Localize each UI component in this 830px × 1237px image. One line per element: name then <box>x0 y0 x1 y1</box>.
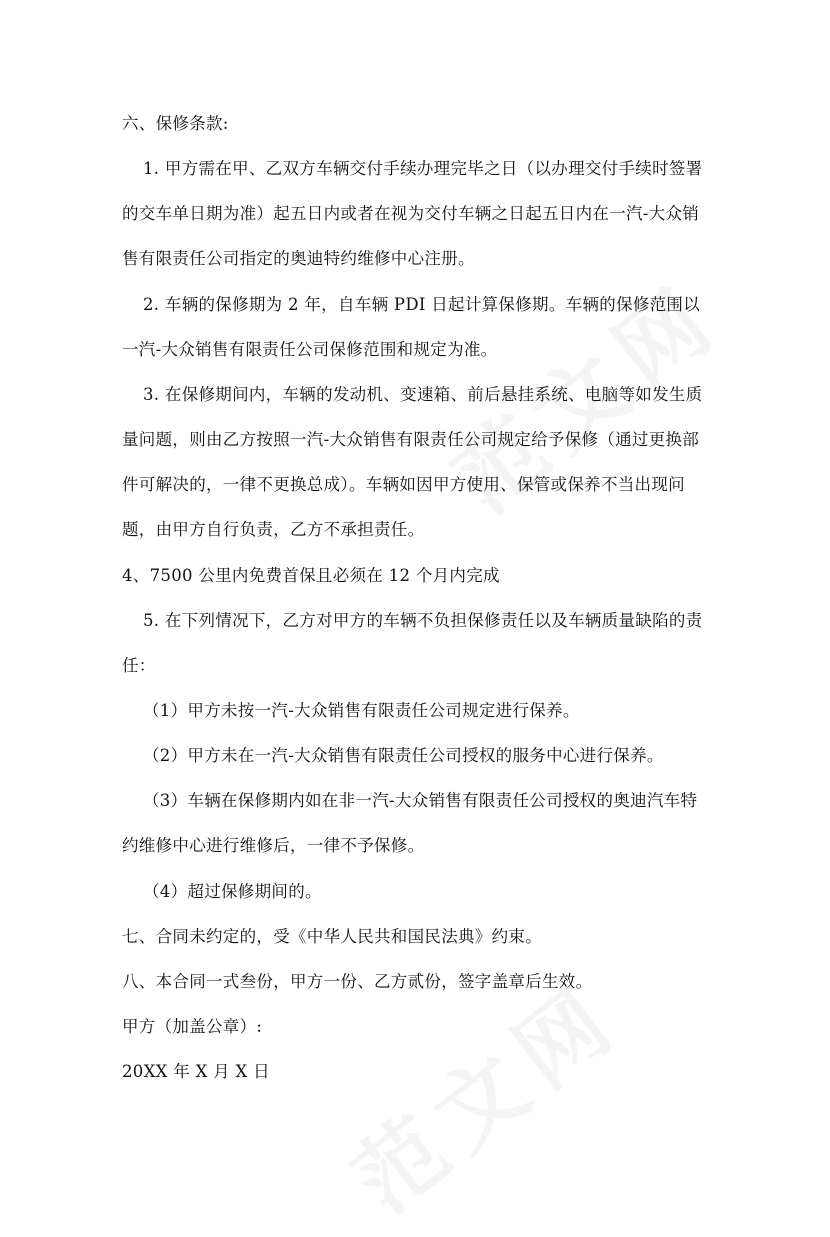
clause-4: 4、7500 公里内免费首保且必须在 12 个月内完成 <box>122 566 500 585</box>
signing-date: 20XX 年 X 月 X 日 <box>122 1062 270 1081</box>
sub-item-1: （1）甲方未按一汽-大众销售有限责任公司规定进行保养。 <box>143 701 580 720</box>
clause-2-line-2: 一汽-大众销售有限责任公司保修范围和规定为准。 <box>122 340 498 359</box>
sub-item-4: （4）超过保修期间的。 <box>143 882 322 901</box>
clause-3-line-3: 件可解决的，一律不更换总成）。车辆如因甲方使用、保管或保养不当出现问 <box>122 475 685 494</box>
clause-1-line-2: 的交车单日期为准）起五日内或者在视为交付车辆之日起五日内在一汽-大众销 <box>122 204 700 223</box>
clause-1-line-1: 1. 甲方需在甲、乙双方车辆交付手续办理完毕之日（以办理交付手续时签署 <box>143 159 703 178</box>
sub-item-3-line-2: 约维修中心进行维修后，一律不予保修。 <box>122 836 425 855</box>
clause-3-line-2: 量问题，则由乙方按照一汽-大众销售有限责任公司规定给予保修（通过更换部 <box>122 430 700 449</box>
clause-5-line-2: 任： <box>122 656 156 675</box>
clause-3-line-4: 题，由甲方自行负责，乙方不承担责任。 <box>122 520 425 539</box>
clause-5-line-1: 5. 在下列情况下，乙方对甲方的车辆不负担保修责任以及车辆质量缺陷的责 <box>143 611 703 630</box>
party-a-seal-label: 甲方（加盖公章）: <box>122 1017 263 1036</box>
sub-item-3-line-1: （3）车辆在保修期内如在非一汽-大众销售有限责任公司授权的奥迪汽车特 <box>143 791 698 810</box>
section-8: 八、本合同一式叁份，甲方一份、乙方贰份，签字盖章后生效。 <box>122 972 593 991</box>
clause-2-line-1: 2. 车辆的保修期为 2 年，自车辆 PDI 日起计算保修期。车辆的保修范围以 <box>143 295 701 314</box>
sub-item-2: （2）甲方未在一汽-大众销售有限责任公司授权的服务中心进行保养。 <box>143 746 664 765</box>
section-7: 七、合同未约定的，受《中华人民共和国民法典》约束。 <box>122 927 542 946</box>
clause-3-line-1: 3. 在保修期间内，车辆的发动机、变速箱、前后悬挂系统、电脑等如发生质 <box>143 385 703 404</box>
clause-1-line-3: 售有限责任公司指定的奥迪特约维修中心注册。 <box>122 249 475 268</box>
section-heading-warranty: 六、保修条款: <box>122 114 229 133</box>
